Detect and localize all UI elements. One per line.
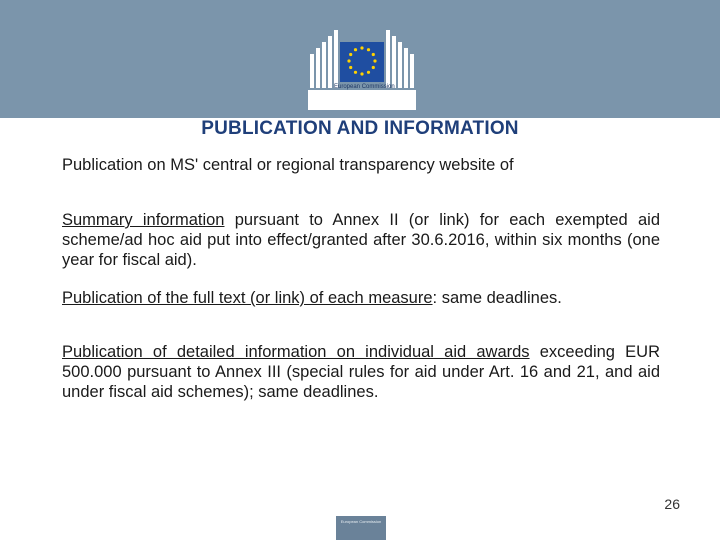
european-commission-logo-icon <box>306 14 418 110</box>
footer-logo-icon <box>336 516 386 540</box>
paragraph-summary-information <box>62 210 660 270</box>
underlined-text: Publication of detailed information on individual aid awards <box>62 343 530 361</box>
body-text: : same deadlines. <box>432 289 562 307</box>
footer-logo-text: European Commission <box>340 519 382 524</box>
header-band <box>0 0 720 118</box>
page-number: 26 <box>664 496 680 512</box>
underlined-text: Publication of the full text (or link) of each measure <box>62 289 433 307</box>
body-text: exceeding EUR 500.000 pursuant to Annex III (special rules for aid under Art. 16 and 21, and aid under fiscal aid schemes); same deadlines. <box>62 343 660 401</box>
lead-text: Publication on MS' central or regional transparency website of <box>62 156 514 174</box>
logo-text: European Commission <box>334 84 395 90</box>
underlined-text: Summary information <box>62 211 225 229</box>
slide-title: PUBLICATION AND INFORMATION <box>201 118 519 139</box>
body-text: pursuant to Annex II (or link) for each exempted aid scheme/ad hoc aid put into effect/granted after 30.6.2016, within six months (one year for fiscal aid). <box>62 211 660 269</box>
paragraph-full-text <box>62 288 660 308</box>
paragraph-detailed-information <box>62 342 660 402</box>
